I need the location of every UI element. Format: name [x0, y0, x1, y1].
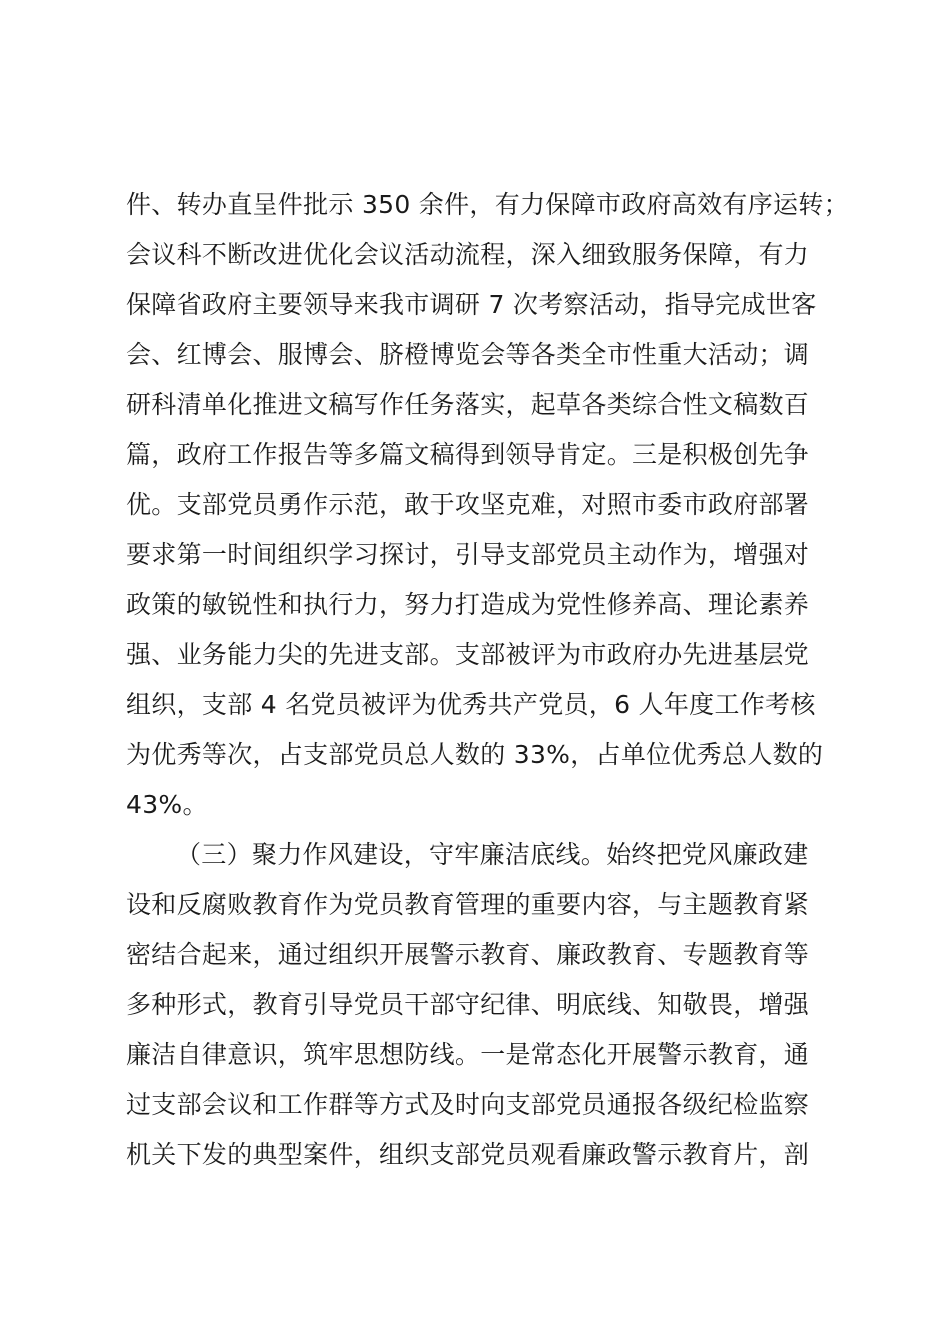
text-line: 要求第一时间组织学习探讨，引导支部党员主动作为，增强对: [126, 540, 810, 569]
text-line: 多种形式，教育引导党员干部守纪律、明底线、知敬畏，增强: [126, 990, 810, 1019]
text-line: 密结合起来，通过组织开展警示教育、廉政教育、专题教育等: [126, 940, 810, 969]
text-line: 政策的敏锐性和执行力，努力打造成为党性修养高、理论素养: [126, 590, 810, 619]
text-line: 研科清单化推进文稿写作任务落实，起草各类综合性文稿数百: [126, 390, 810, 419]
text-line: 机关下发的典型案件，组织支部党员观看廉政警示教育片，剖: [126, 1140, 810, 1169]
text-line: 组织，支部 4 名党员被评为优秀共产党员，6 人年度工作考核: [126, 690, 816, 719]
text-line: 保障省政府主要领导来我市调研 7 次考察活动，指导完成世客: [126, 290, 817, 319]
text-line: 优。支部党员勇作示范，敢于攻坚克难，对照市委市政府部署: [126, 490, 810, 519]
text-line: 会议科不断改进优化会议活动流程，深入细致服务保障，有力: [126, 240, 810, 269]
body-text: [126, 180, 856, 1180]
text-line: 强、业务能力尖的先进支部。支部被评为市政府办先进基层党: [126, 640, 810, 669]
text-line: 43%。: [126, 790, 208, 819]
text-line: 设和反腐败教育作为党员教育管理的重要内容，与主题教育紧: [126, 890, 810, 919]
text-line: 过支部会议和工作群等方式及时向支部党员通报各级纪检监察: [126, 1090, 810, 1119]
section-heading-line: （三）聚力作风建设，守牢廉洁底线。始终把党风廉政建: [176, 840, 809, 869]
text-line: 件、转办直呈件批示 350 余件，有力保障市政府高效有序运转；: [126, 190, 849, 219]
text-line: 篇，政府工作报告等多篇文稿得到领导肯定。三是积极创先争: [126, 440, 810, 469]
text-line: 廉洁自律意识，筑牢思想防线。一是常态化开展警示教育，通: [126, 1040, 810, 1069]
text-line: 为优秀等次，占支部党员总人数的 33%，占单位优秀总人数的: [126, 740, 824, 769]
text-line: 会、红博会、服博会、脐橙博览会等各类全市性重大活动；调: [126, 340, 810, 369]
